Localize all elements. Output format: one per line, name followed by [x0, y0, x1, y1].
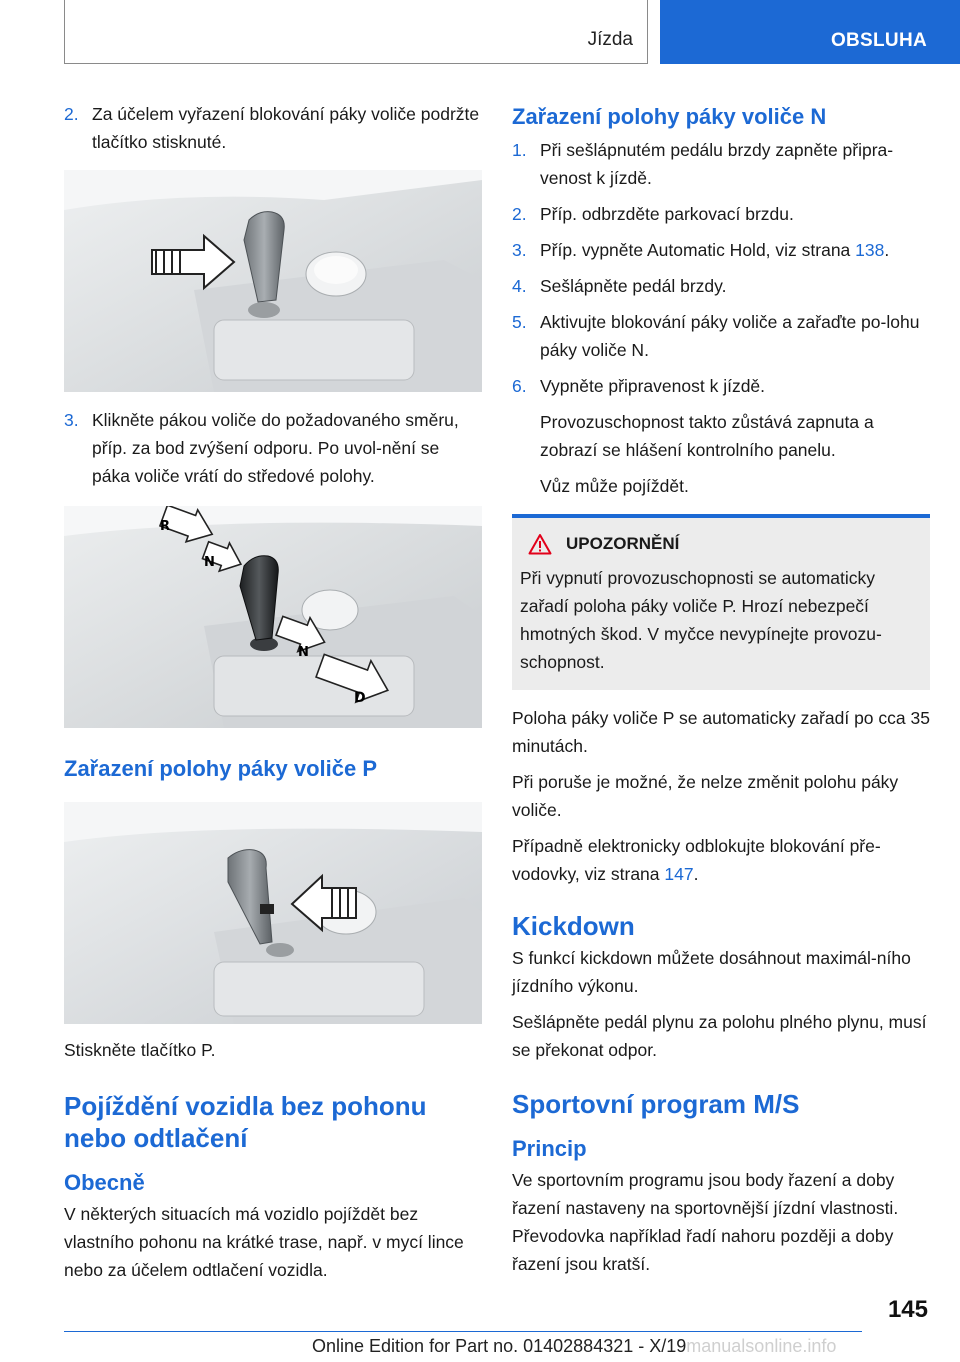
warning-header	[528, 530, 920, 558]
step-number: 2.	[64, 104, 79, 124]
step-click-lever	[64, 406, 482, 490]
page-link-138[interactable]: 138	[855, 240, 885, 260]
sport-text: Ve sportovním programu jsou body řazení a doby řazení nastaveny na sportovnější jízdní vlastnosti. Převodovka například řadí nahoru později a doby řazení jsou kratší.	[512, 1170, 899, 1274]
gear-selector-illustration-1	[64, 170, 482, 392]
step-text: Aktivujte blokování páky voliče a zařaďte po-lohu páky voliče N.	[540, 312, 920, 360]
step-number: 4.	[512, 276, 527, 296]
step-n-6	[512, 372, 930, 400]
press-p-text: Stiskněte tlačítko P.	[64, 1040, 216, 1060]
heading-towing: Pojíždění vozidla bez pohonu nebo odtlačení	[64, 1091, 427, 1153]
arrow-label-d: D	[354, 690, 366, 706]
heading-select-n: Zařazení polohy páky voliče N	[512, 104, 827, 129]
footer-edition-text: Online Edition for Part no. 01402884321 - X/19	[312, 1336, 687, 1356]
step-text: Za účelem vyřazení blokování páky voliče podržte tlačítko stisknuté.	[92, 104, 480, 152]
step-number: 6.	[512, 376, 527, 396]
right-column	[512, 100, 930, 1286]
step-n-5	[512, 308, 930, 364]
header-chapter-tab[interactable]	[660, 0, 960, 64]
gear-selector-illustration-3	[64, 802, 482, 1024]
fault-text: Při poruše je možné, že nelze změnit polohu páky voliče.	[512, 772, 899, 820]
step-number: 1.	[512, 140, 527, 160]
step-text: Sešlápněte pedál brzdy.	[540, 276, 727, 296]
step-text: Příp. odbrzděte parkovací brzdu.	[540, 204, 794, 224]
step-number: 5.	[512, 312, 527, 332]
footer-edition	[312, 1336, 836, 1357]
step-number: 2.	[512, 204, 527, 224]
step-6-result: Provozuschopnost takto zůstává zapnuta a zobrazí se hlášení kontrolního panelu.	[540, 412, 874, 460]
page-link-147[interactable]: 147	[664, 864, 694, 884]
step-suffix: .	[884, 240, 890, 260]
kickdown-text-1: S funkcí kickdown můžete dosáhnout maximál-ního jízdního výkonu.	[512, 948, 911, 996]
step-text: Klikněte pákou voliče do požadovaného směru, příp. za bod zvýšení odporu. Po uvol-nění se páka voliče vrátí do středové polohy.	[92, 410, 459, 486]
subheading-general: Obecně	[64, 1170, 145, 1195]
heading-kickdown: Kickdown	[512, 911, 635, 941]
warning-box	[512, 514, 930, 690]
unlock-text-body: Případně elektronicky odblokujte blokování pře-vodovky, viz strana	[512, 836, 881, 884]
arrow-label-n-lower: N	[298, 645, 309, 660]
step-number: 3.	[512, 240, 527, 260]
illustration-unlock-button	[64, 170, 482, 392]
unlock-text-suffix: .	[693, 864, 699, 884]
arrow-label-n-upper: N	[204, 555, 215, 570]
header-section-title: Jízda	[587, 29, 633, 50]
step-n-4	[512, 272, 930, 300]
watermark: manualsonline.info	[686, 1336, 837, 1356]
auto-p-text: Poloha páky voliče P se automaticky zařadí po cca 35 minutách.	[512, 708, 930, 756]
step-number: 3.	[64, 410, 79, 430]
illustration-p-button	[64, 802, 482, 1024]
heading-sport-program: Sportovní program M/S	[512, 1089, 800, 1119]
gear-selector-illustration-2	[64, 506, 482, 728]
step-n-3	[512, 236, 930, 264]
warning-text: Při vypnutí provozuschopnosti se automaticky zařadí poloha páky voliče P. Hrozí nebezpečí hmotných škod. V myčce nevypínejte provozu-schopnost.	[520, 568, 882, 672]
step-text: Vypněte připravenost k jízdě.	[540, 376, 766, 396]
kickdown-text-2: Sešlápněte pedál plynu za polohu plného plynu, musí se překonat odpor.	[512, 1012, 927, 1060]
header-section-box	[64, 0, 648, 64]
general-text: V některých situacích má vozidlo pojíždět bez vlastního pohonu na krátké trase, např. v mycí lince nebo za účelem odtlačení vozidla.	[64, 1204, 464, 1280]
footer-divider	[64, 1331, 862, 1332]
step-text: Příp. vypněte Automatic Hold, viz strana	[540, 240, 856, 260]
left-column	[64, 100, 482, 1292]
step-release-lock	[64, 100, 482, 156]
step-6-result-2: Vůz může pojíždět.	[540, 476, 689, 496]
warning-triangle-icon	[528, 533, 552, 555]
illustration-lever-directions	[64, 506, 482, 728]
heading-select-p: Zařazení polohy páky voliče P	[64, 756, 377, 781]
subheading-principle: Princip	[512, 1136, 587, 1161]
page-number: 145	[887, 1296, 928, 1323]
arrow-label-r: R	[160, 519, 171, 534]
step-text: Při sešlápnutém pedálu brzdy zapněte připra-venost k jízdě.	[540, 140, 894, 188]
header-chapter-label: OBSLUHA	[830, 30, 927, 51]
unlock-text	[512, 832, 930, 888]
step-n-1	[512, 136, 930, 192]
step-n-2	[512, 200, 930, 228]
warning-title: UPOZORNĚNÍ	[566, 534, 680, 553]
